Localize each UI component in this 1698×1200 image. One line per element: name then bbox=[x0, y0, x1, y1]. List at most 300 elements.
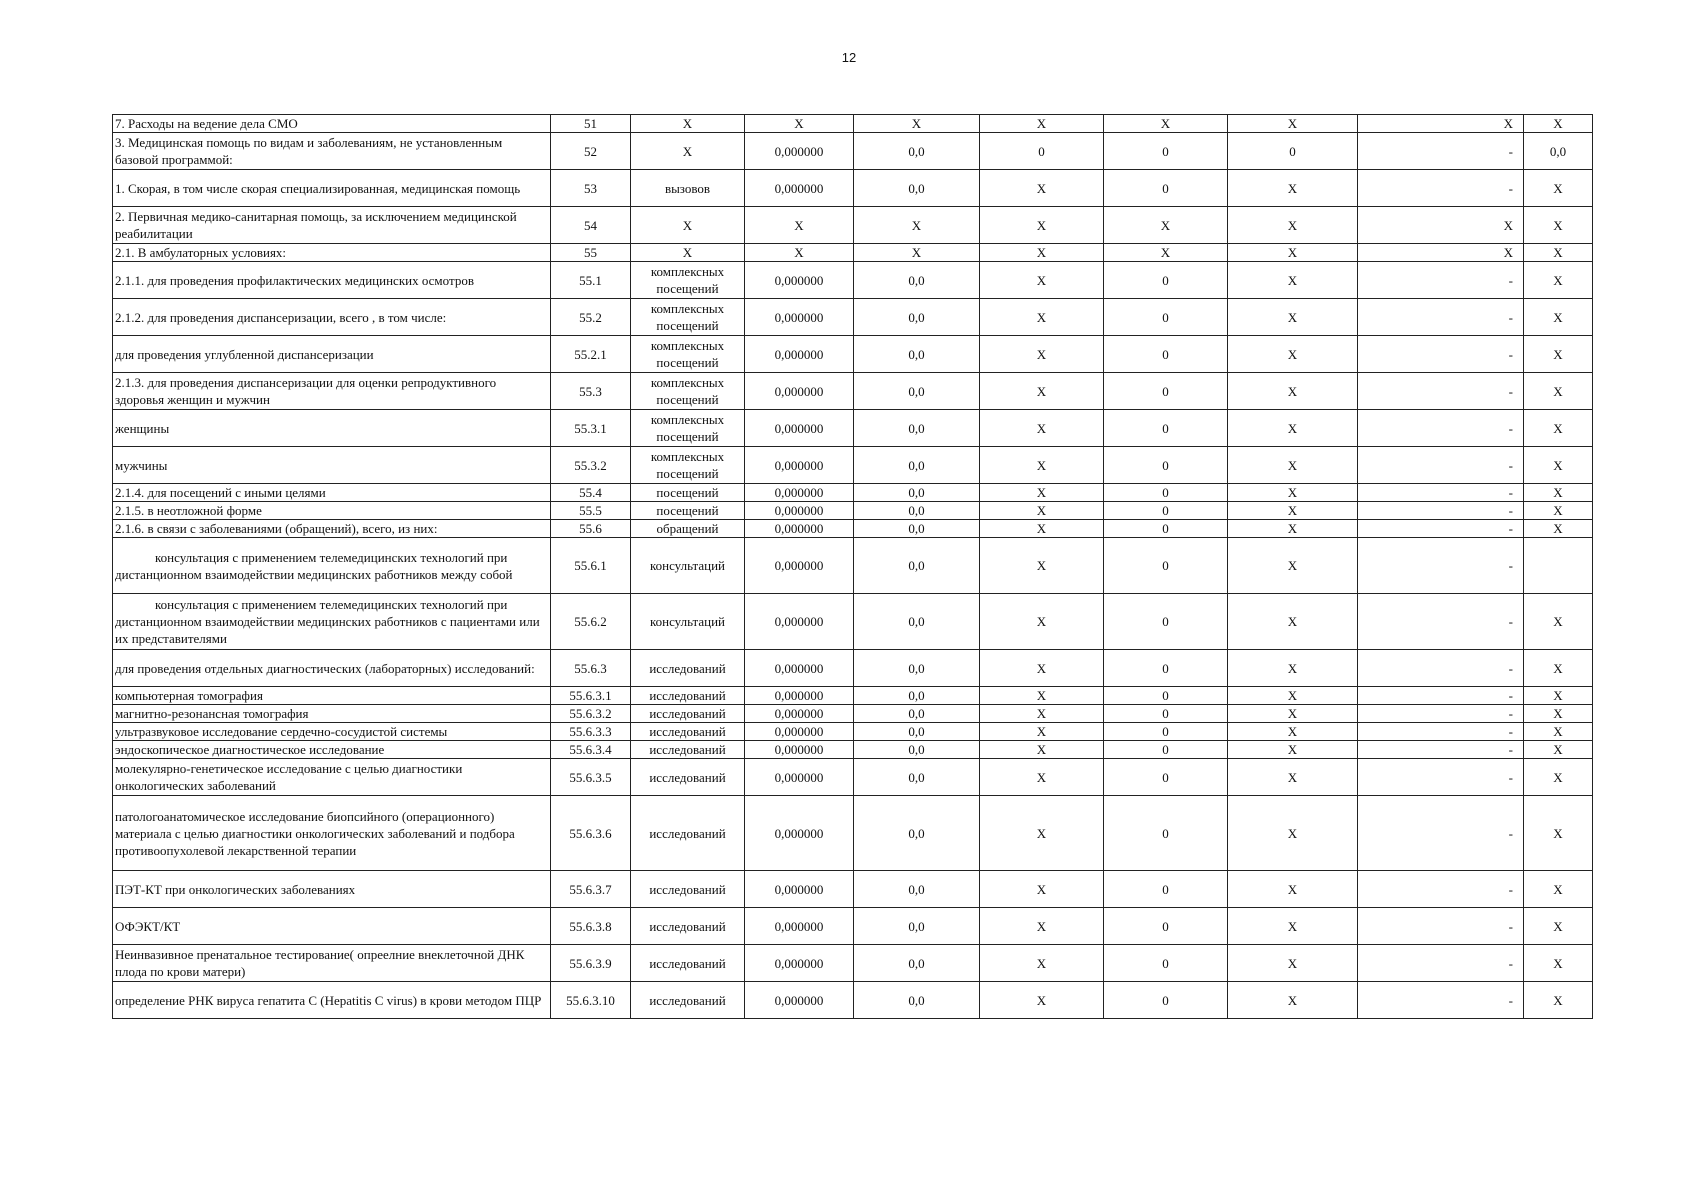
row-code-cell: 54 bbox=[551, 207, 631, 244]
value-cell: X bbox=[980, 982, 1104, 1019]
value-cell: X bbox=[1228, 410, 1358, 447]
value-cell: 0 bbox=[1104, 410, 1228, 447]
value-cell: 0,000000 bbox=[745, 538, 854, 594]
value-cell: X bbox=[980, 796, 1104, 871]
value-cell: X bbox=[1228, 594, 1358, 650]
value-cell: 0,000000 bbox=[745, 687, 854, 705]
value-cell: X bbox=[1524, 650, 1593, 687]
value-cell: - bbox=[1358, 723, 1524, 741]
value-cell: 0 bbox=[1104, 759, 1228, 796]
value-cell: X bbox=[1524, 520, 1593, 538]
unit-cell: консультаций bbox=[631, 594, 745, 650]
value-cell: - bbox=[1358, 133, 1524, 170]
financial-table bbox=[112, 114, 1593, 1019]
value-cell: X bbox=[1524, 410, 1593, 447]
value-cell: X bbox=[1228, 705, 1358, 723]
value-cell: - bbox=[1358, 410, 1524, 447]
value-cell: 0,0 bbox=[1524, 133, 1593, 170]
value-cell: 0,0 bbox=[854, 520, 980, 538]
row-code-cell: 55.6.3.10 bbox=[551, 982, 631, 1019]
table-row bbox=[113, 207, 1593, 244]
value-cell: 0 bbox=[1104, 538, 1228, 594]
row-name-cell: 2. Первичная медико-санитарная помощь, за исключением медицинской реабилитации bbox=[113, 207, 551, 244]
value-cell: 0 bbox=[980, 133, 1104, 170]
table-row bbox=[113, 796, 1593, 871]
value-cell: X bbox=[1228, 871, 1358, 908]
row-name-cell: молекулярно-генетическое исследование с целью диагностики онкологических заболеваний bbox=[113, 759, 551, 796]
row-code-cell: 55.6.3.7 bbox=[551, 871, 631, 908]
table-row bbox=[113, 299, 1593, 336]
value-cell: 0,000000 bbox=[745, 484, 854, 502]
value-cell: 0,000000 bbox=[745, 336, 854, 373]
value-cell: 0 bbox=[1104, 871, 1228, 908]
value-cell: 0,0 bbox=[854, 982, 980, 1019]
row-code-cell: 55.5 bbox=[551, 502, 631, 520]
row-code-cell: 55.4 bbox=[551, 484, 631, 502]
value-cell: 0 bbox=[1104, 945, 1228, 982]
value-cell: 0,0 bbox=[854, 133, 980, 170]
value-cell: X bbox=[1524, 336, 1593, 373]
row-name-cell: для проведения углубленной диспансеризации bbox=[113, 336, 551, 373]
value-cell: X bbox=[980, 741, 1104, 759]
table-row bbox=[113, 650, 1593, 687]
value-cell: 0,000000 bbox=[745, 705, 854, 723]
value-cell: X bbox=[980, 908, 1104, 945]
value-cell: - bbox=[1358, 336, 1524, 373]
value-cell: X bbox=[1524, 759, 1593, 796]
unit-cell: исследований bbox=[631, 741, 745, 759]
value-cell: X bbox=[980, 650, 1104, 687]
table-row bbox=[113, 502, 1593, 520]
value-cell: X bbox=[980, 410, 1104, 447]
unit-cell: посещений bbox=[631, 502, 745, 520]
value-cell: 0 bbox=[1104, 502, 1228, 520]
table-row bbox=[113, 336, 1593, 373]
value-cell: X bbox=[1524, 796, 1593, 871]
unit-cell: исследований bbox=[631, 705, 745, 723]
row-code-cell: 55.6.3.6 bbox=[551, 796, 631, 871]
value-cell: X bbox=[1228, 759, 1358, 796]
unit-cell: посещений bbox=[631, 484, 745, 502]
value-cell: 0,000000 bbox=[745, 410, 854, 447]
table-row bbox=[113, 982, 1593, 1019]
value-cell: X bbox=[1358, 115, 1524, 133]
value-cell: X bbox=[980, 244, 1104, 262]
value-cell: X bbox=[980, 115, 1104, 133]
value-cell: X bbox=[980, 594, 1104, 650]
value-cell: 0,000000 bbox=[745, 447, 854, 484]
table-row bbox=[113, 945, 1593, 982]
row-name-cell: эндоскопическое диагностическое исследование bbox=[113, 741, 551, 759]
unit-cell: X bbox=[631, 207, 745, 244]
value-cell: 0,000000 bbox=[745, 373, 854, 410]
unit-cell: исследований bbox=[631, 871, 745, 908]
value-cell: X bbox=[1524, 982, 1593, 1019]
row-name-cell: 2.1.4. для посещений с иными целями bbox=[113, 484, 551, 502]
value-cell: X bbox=[980, 262, 1104, 299]
value-cell: X bbox=[1228, 520, 1358, 538]
value-cell: X bbox=[980, 502, 1104, 520]
unit-cell: исследований bbox=[631, 650, 745, 687]
row-name-cell bbox=[113, 594, 551, 650]
table-row bbox=[113, 244, 1593, 262]
unit-cell: вызовов bbox=[631, 170, 745, 207]
value-cell: - bbox=[1358, 796, 1524, 871]
table-row bbox=[113, 115, 1593, 133]
value-cell: X bbox=[1524, 484, 1593, 502]
value-cell: 0,000000 bbox=[745, 723, 854, 741]
unit-cell: X bbox=[631, 133, 745, 170]
table-row bbox=[113, 133, 1593, 170]
row-code-cell: 55.2 bbox=[551, 299, 631, 336]
unit-cell: исследований bbox=[631, 908, 745, 945]
table-row bbox=[113, 538, 1593, 594]
row-code-cell: 55.6.3.4 bbox=[551, 741, 631, 759]
value-cell: 0,000000 bbox=[745, 520, 854, 538]
value-cell: - bbox=[1358, 594, 1524, 650]
unit-cell: комплексных посещений bbox=[631, 262, 745, 299]
unit-cell: исследований bbox=[631, 796, 745, 871]
value-cell: X bbox=[980, 871, 1104, 908]
table-row bbox=[113, 723, 1593, 741]
value-cell: 0,000000 bbox=[745, 299, 854, 336]
row-code-cell: 53 bbox=[551, 170, 631, 207]
unit-cell: исследований bbox=[631, 759, 745, 796]
unit-cell: комплексных посещений bbox=[631, 410, 745, 447]
value-cell: - bbox=[1358, 502, 1524, 520]
value-cell: 0,0 bbox=[854, 262, 980, 299]
value-cell: 0,0 bbox=[854, 796, 980, 871]
value-cell: X bbox=[1524, 502, 1593, 520]
value-cell: X bbox=[980, 447, 1104, 484]
value-cell: X bbox=[1524, 594, 1593, 650]
unit-cell: X bbox=[631, 244, 745, 262]
value-cell: X bbox=[854, 115, 980, 133]
unit-cell: исследований bbox=[631, 723, 745, 741]
table-row bbox=[113, 759, 1593, 796]
row-name-cell: женщины bbox=[113, 410, 551, 447]
row-name-cell: 2.1.2. для проведения диспансеризации, всего , в том числе: bbox=[113, 299, 551, 336]
value-cell: X bbox=[1228, 650, 1358, 687]
value-cell: X bbox=[1228, 538, 1358, 594]
value-cell: 0,0 bbox=[854, 650, 980, 687]
row-name-cell: ПЭТ-КТ при онкологических заболеваниях bbox=[113, 871, 551, 908]
value-cell: 0,0 bbox=[854, 336, 980, 373]
value-cell: - bbox=[1358, 520, 1524, 538]
unit-cell: X bbox=[631, 115, 745, 133]
value-cell: 0,0 bbox=[854, 373, 980, 410]
value-cell: X bbox=[1228, 299, 1358, 336]
value-cell: X bbox=[1358, 207, 1524, 244]
value-cell: 0 bbox=[1104, 908, 1228, 945]
value-cell: X bbox=[854, 207, 980, 244]
value-cell: X bbox=[1524, 299, 1593, 336]
value-cell: 0,000000 bbox=[745, 502, 854, 520]
value-cell bbox=[1524, 538, 1593, 594]
value-cell: X bbox=[1524, 945, 1593, 982]
value-cell: X bbox=[745, 115, 854, 133]
page-number: 12 bbox=[841, 50, 857, 65]
unit-cell: исследований bbox=[631, 945, 745, 982]
value-cell: 0,0 bbox=[854, 741, 980, 759]
value-cell: 0 bbox=[1104, 741, 1228, 759]
value-cell: 0 bbox=[1104, 133, 1228, 170]
value-cell: 0,0 bbox=[854, 687, 980, 705]
value-cell: 0,000000 bbox=[745, 133, 854, 170]
value-cell: 0,000000 bbox=[745, 945, 854, 982]
row-name-cell: 3. Медицинская помощь по видам и заболеваниям, не установленным базовой программой: bbox=[113, 133, 551, 170]
value-cell: X bbox=[1524, 705, 1593, 723]
value-cell: 0 bbox=[1104, 723, 1228, 741]
row-name-cell: компьютерная томография bbox=[113, 687, 551, 705]
value-cell: X bbox=[1524, 262, 1593, 299]
value-cell: 0,000000 bbox=[745, 170, 854, 207]
row-name-text: консультация с применением телемедицинских технологий при дистанционном взаимодействии медицинских работников между собой bbox=[115, 549, 513, 582]
table-row bbox=[113, 170, 1593, 207]
value-cell: - bbox=[1358, 982, 1524, 1019]
value-cell: 0 bbox=[1104, 687, 1228, 705]
row-name-cell: 2.1.6. в связи с заболеваниями (обращений), всего, из них: bbox=[113, 520, 551, 538]
value-cell: X bbox=[980, 945, 1104, 982]
row-code-cell: 51 bbox=[551, 115, 631, 133]
value-cell: - bbox=[1358, 447, 1524, 484]
value-cell: X bbox=[1228, 502, 1358, 520]
value-cell: 0,000000 bbox=[745, 982, 854, 1019]
value-cell: X bbox=[1104, 244, 1228, 262]
row-name-cell: 2.1.5. в неотложной форме bbox=[113, 502, 551, 520]
value-cell: 0,0 bbox=[854, 723, 980, 741]
value-cell: 0,000000 bbox=[745, 650, 854, 687]
value-cell: X bbox=[1228, 336, 1358, 373]
value-cell: X bbox=[854, 244, 980, 262]
row-code-cell: 55.6 bbox=[551, 520, 631, 538]
value-cell: X bbox=[1524, 170, 1593, 207]
value-cell: 0 bbox=[1104, 299, 1228, 336]
unit-cell: исследований bbox=[631, 982, 745, 1019]
value-cell: X bbox=[1228, 982, 1358, 1019]
unit-cell: консультаций bbox=[631, 538, 745, 594]
value-cell: X bbox=[980, 538, 1104, 594]
value-cell: - bbox=[1358, 170, 1524, 207]
row-code-cell: 55.6.1 bbox=[551, 538, 631, 594]
row-name-cell: мужчины bbox=[113, 447, 551, 484]
row-code-cell: 55.2.1 bbox=[551, 336, 631, 373]
value-cell: 0 bbox=[1104, 520, 1228, 538]
value-cell: 0,0 bbox=[854, 705, 980, 723]
value-cell: X bbox=[1524, 447, 1593, 484]
value-cell: X bbox=[1104, 115, 1228, 133]
value-cell: - bbox=[1358, 759, 1524, 796]
row-code-cell: 55.6.3.9 bbox=[551, 945, 631, 982]
row-name-cell bbox=[113, 538, 551, 594]
row-name-cell: магнитно-резонансная томография bbox=[113, 705, 551, 723]
row-name-cell: определение РНК вируса гепатита С (Hepatitis C virus) в крови методом ПЦР bbox=[113, 982, 551, 1019]
value-cell: X bbox=[1228, 115, 1358, 133]
row-name-text: консультация с применением телемедицинских технологий при дистанционном взаимодействии медицинских работников с пациентами или их представителями bbox=[115, 597, 540, 646]
value-cell: X bbox=[1228, 687, 1358, 705]
value-cell: 0,0 bbox=[854, 502, 980, 520]
value-cell: - bbox=[1358, 871, 1524, 908]
value-cell: 0,0 bbox=[854, 908, 980, 945]
row-name-cell: 1. Скорая, в том числе скорая специализированная, медицинская помощь bbox=[113, 170, 551, 207]
value-cell: X bbox=[980, 687, 1104, 705]
row-code-cell: 55.1 bbox=[551, 262, 631, 299]
value-cell: X bbox=[1524, 687, 1593, 705]
value-cell: X bbox=[1228, 796, 1358, 871]
value-cell: X bbox=[980, 484, 1104, 502]
value-cell: - bbox=[1358, 650, 1524, 687]
value-cell: 0 bbox=[1104, 705, 1228, 723]
value-cell: 0,0 bbox=[854, 759, 980, 796]
value-cell: - bbox=[1358, 373, 1524, 410]
row-code-cell: 52 bbox=[551, 133, 631, 170]
value-cell: - bbox=[1358, 299, 1524, 336]
value-cell: 0 bbox=[1104, 373, 1228, 410]
value-cell: X bbox=[980, 759, 1104, 796]
value-cell: X bbox=[980, 705, 1104, 723]
value-cell: X bbox=[1524, 871, 1593, 908]
value-cell: 0,0 bbox=[854, 410, 980, 447]
value-cell: X bbox=[980, 520, 1104, 538]
row-code-cell: 55.3.1 bbox=[551, 410, 631, 447]
value-cell: 0,0 bbox=[854, 538, 980, 594]
table-row bbox=[113, 373, 1593, 410]
value-cell: X bbox=[1524, 115, 1593, 133]
value-cell: 0,0 bbox=[854, 299, 980, 336]
table-row bbox=[113, 705, 1593, 723]
row-code-cell: 55.6.3.2 bbox=[551, 705, 631, 723]
value-cell: X bbox=[1524, 741, 1593, 759]
table-row bbox=[113, 262, 1593, 299]
value-cell: X bbox=[1104, 207, 1228, 244]
value-cell: X bbox=[1228, 484, 1358, 502]
value-cell: 0 bbox=[1104, 650, 1228, 687]
value-cell: 0,0 bbox=[854, 484, 980, 502]
row-code-cell: 55.6.2 bbox=[551, 594, 631, 650]
unit-cell: исследований bbox=[631, 687, 745, 705]
row-code-cell: 55.3.2 bbox=[551, 447, 631, 484]
row-code-cell: 55 bbox=[551, 244, 631, 262]
value-cell: 0 bbox=[1104, 336, 1228, 373]
row-code-cell: 55.6.3.3 bbox=[551, 723, 631, 741]
row-code-cell: 55.6.3.1 bbox=[551, 687, 631, 705]
table-row bbox=[113, 447, 1593, 484]
table-row bbox=[113, 484, 1593, 502]
row-name-cell: 2.1. В амбулаторных условиях: bbox=[113, 244, 551, 262]
row-name-cell: ОФЭКТ/КТ bbox=[113, 908, 551, 945]
value-cell: X bbox=[1228, 447, 1358, 484]
row-name-cell: Неинвазивное пренатальное тестирование( опреелние внеклеточной ДНК плода по крови матери) bbox=[113, 945, 551, 982]
row-name-cell: 7. Расходы на ведение дела СМО bbox=[113, 115, 551, 133]
value-cell: 0,0 bbox=[854, 447, 980, 484]
value-cell: - bbox=[1358, 538, 1524, 594]
value-cell: X bbox=[1228, 945, 1358, 982]
value-cell: X bbox=[980, 373, 1104, 410]
value-cell: X bbox=[1228, 244, 1358, 262]
value-cell: - bbox=[1358, 908, 1524, 945]
value-cell: 0 bbox=[1104, 982, 1228, 1019]
table-row bbox=[113, 908, 1593, 945]
table-row bbox=[113, 410, 1593, 447]
value-cell: X bbox=[980, 336, 1104, 373]
row-name-cell: для проведения отдельных диагностических (лабораторных) исследований: bbox=[113, 650, 551, 687]
unit-cell: комплексных посещений bbox=[631, 299, 745, 336]
value-cell: X bbox=[980, 170, 1104, 207]
table-row bbox=[113, 520, 1593, 538]
value-cell: 0 bbox=[1104, 262, 1228, 299]
value-cell: - bbox=[1358, 945, 1524, 982]
value-cell: 0 bbox=[1104, 594, 1228, 650]
value-cell: X bbox=[1228, 262, 1358, 299]
value-cell: 0,000000 bbox=[745, 908, 854, 945]
value-cell: 0,000000 bbox=[745, 741, 854, 759]
value-cell: - bbox=[1358, 705, 1524, 723]
value-cell: - bbox=[1358, 741, 1524, 759]
value-cell: 0,0 bbox=[854, 594, 980, 650]
value-cell: X bbox=[1228, 170, 1358, 207]
value-cell: X bbox=[980, 723, 1104, 741]
unit-cell: комплексных посещений bbox=[631, 336, 745, 373]
value-cell: - bbox=[1358, 687, 1524, 705]
value-cell: X bbox=[1228, 908, 1358, 945]
value-cell: X bbox=[980, 299, 1104, 336]
row-code-cell: 55.6.3 bbox=[551, 650, 631, 687]
unit-cell: комплексных посещений bbox=[631, 373, 745, 410]
value-cell: X bbox=[1524, 244, 1593, 262]
table-row bbox=[113, 871, 1593, 908]
value-cell: 0,000000 bbox=[745, 262, 854, 299]
row-code-cell: 55.6.3.5 bbox=[551, 759, 631, 796]
value-cell: X bbox=[1228, 373, 1358, 410]
value-cell: X bbox=[745, 244, 854, 262]
value-cell: X bbox=[745, 207, 854, 244]
unit-cell: обращений bbox=[631, 520, 745, 538]
value-cell: 0,0 bbox=[854, 945, 980, 982]
value-cell: 0 bbox=[1228, 133, 1358, 170]
table-row bbox=[113, 741, 1593, 759]
value-cell: 0,000000 bbox=[745, 796, 854, 871]
row-name-cell: ультразвуковое исследование сердечно-сосудистой системы bbox=[113, 723, 551, 741]
value-cell: 0 bbox=[1104, 170, 1228, 207]
value-cell: 0,0 bbox=[854, 871, 980, 908]
table-row bbox=[113, 687, 1593, 705]
value-cell: X bbox=[1228, 207, 1358, 244]
value-cell: X bbox=[1524, 207, 1593, 244]
value-cell: 0,000000 bbox=[745, 594, 854, 650]
unit-cell: комплексных посещений bbox=[631, 447, 745, 484]
value-cell: X bbox=[1228, 723, 1358, 741]
row-code-cell: 55.3 bbox=[551, 373, 631, 410]
value-cell: - bbox=[1358, 484, 1524, 502]
value-cell: 0,0 bbox=[854, 170, 980, 207]
value-cell: 0 bbox=[1104, 447, 1228, 484]
row-name-cell: патологоанатомическое исследование биопсийного (операционного) материала с целью диагностики онкологических заболеваний и подбора противоопухолевой лекарственной терапии bbox=[113, 796, 551, 871]
row-name-cell: 2.1.3. для проведения диспансеризации для оценки репродуктивного здоровья женщин и мужчин bbox=[113, 373, 551, 410]
row-name-cell: 2.1.1. для проведения профилактических медицинских осмотров bbox=[113, 262, 551, 299]
value-cell: - bbox=[1358, 262, 1524, 299]
value-cell: 0,000000 bbox=[745, 759, 854, 796]
value-cell: X bbox=[980, 207, 1104, 244]
value-cell: X bbox=[1524, 373, 1593, 410]
table-row bbox=[113, 594, 1593, 650]
value-cell: 0,000000 bbox=[745, 871, 854, 908]
value-cell: X bbox=[1524, 723, 1593, 741]
value-cell: 0 bbox=[1104, 484, 1228, 502]
table-body bbox=[113, 115, 1593, 1019]
value-cell: X bbox=[1524, 908, 1593, 945]
value-cell: X bbox=[1228, 741, 1358, 759]
value-cell: X bbox=[1358, 244, 1524, 262]
